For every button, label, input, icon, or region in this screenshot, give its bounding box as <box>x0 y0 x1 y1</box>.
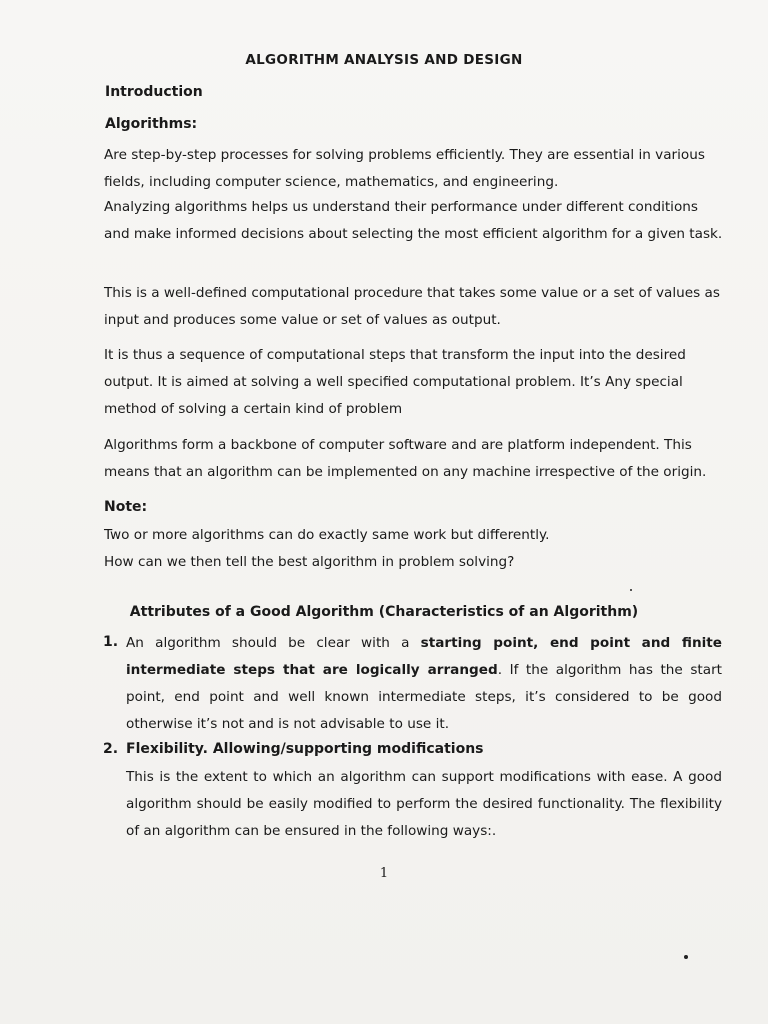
list-item-emphasis: starting point, end point and finite intermediate steps that are logically arranged <box>126 635 723 678</box>
paragraph-definition: Are step-by-step processes for solving problems efficiently. They are essential in various fields, including computer science, mathematics, and engineering. <box>104 147 705 190</box>
paragraph-backbone: Algorithms form a backbone of computer software and are platform independent. This means that an algorithm can be implemented on any machine irrespective of the origin. <box>104 437 707 480</box>
list-item-text <box>126 630 722 738</box>
algorithms-heading: Algorithms: <box>105 116 198 132</box>
page-number: 1 <box>379 866 389 881</box>
list-item-lead: An algorithm should be clear with a <box>126 635 421 651</box>
introduction-heading: Introduction <box>105 84 203 100</box>
note-line: How can we then tell the best algorithm in problem solving? <box>104 554 515 570</box>
list-item-text: This is the extent to which an algorithm can support modifications with ease. A good algorithm should be easily modified to perform the desired functionality. The flexibility of an algorithm can be ensured in the following ways:. <box>126 769 722 839</box>
list-item-number: 2. <box>103 741 119 757</box>
scan-speck <box>630 589 632 591</box>
paragraph-procedure: This is a well-defined computational procedure that takes some value or a set of values as input and produces some value or set of values as output. <box>104 285 720 328</box>
paragraph-analysis: Analyzing algorithms helps us understand their performance under different conditions and make informed decisions about selecting the most efficient algorithm for a given task. <box>104 199 723 242</box>
scan-speck <box>684 955 688 959</box>
attributes-heading: Attributes of a Good Algorithm (Characteristics of an Algorithm) <box>129 604 639 620</box>
note-line: Two or more algorithms can do exactly same work but differently. <box>104 527 550 543</box>
note-heading: Note: <box>104 499 148 515</box>
flexibility-heading: Flexibility. Allowing/supporting modifications <box>126 741 484 757</box>
list-item-number: 1. <box>103 634 119 650</box>
paragraph-sequence: It is thus a sequence of computational steps that transform the input into the desired output. It is aimed at solving a well specified computational problem. It’s Any special method of solving a certain kind of problem <box>104 347 686 417</box>
list-item-rest: . If the algorithm has the start point, end point and well known intermediate steps, it’s considered to be good otherwise it’s not and is not advisable to use it. <box>126 662 722 732</box>
document-title: ALGORITHM ANALYSIS AND DESIGN <box>245 52 523 68</box>
